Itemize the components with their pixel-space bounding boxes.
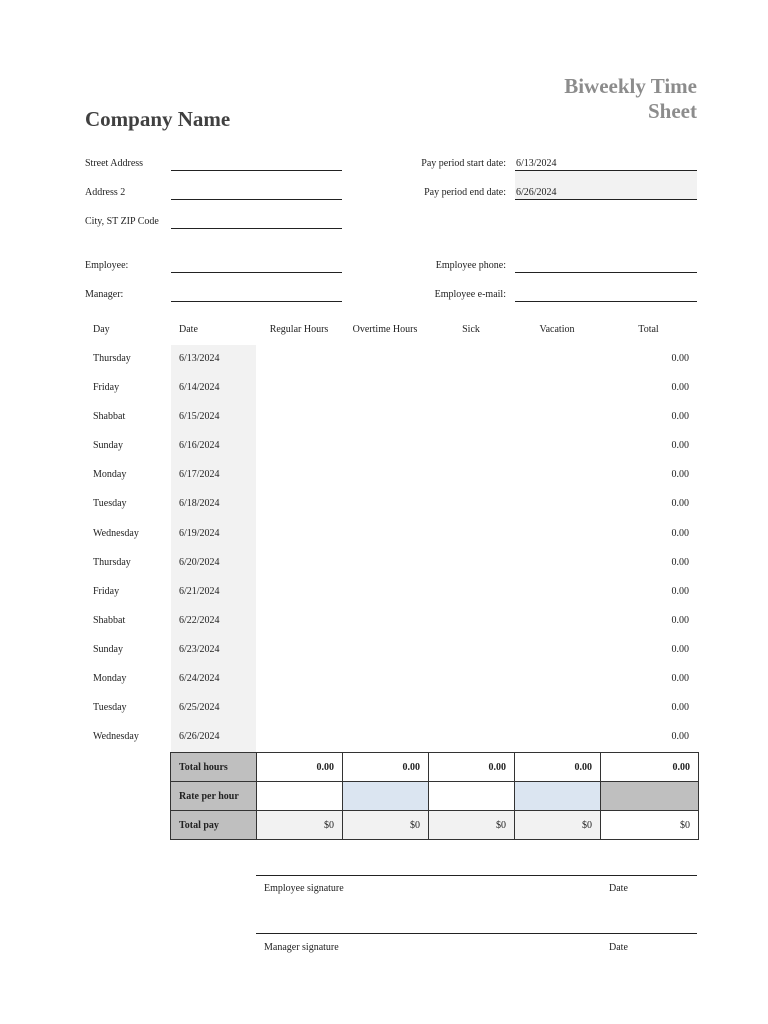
row-date: 6/17/2024 xyxy=(179,469,220,480)
row-date: 6/21/2024 xyxy=(179,586,220,597)
row-total: 0.00 xyxy=(671,673,689,684)
total-sick-hours: 0.00 xyxy=(429,753,515,782)
vacation-rate-input[interactable] xyxy=(515,782,601,811)
summary-table xyxy=(170,752,699,840)
row-total: 0.00 xyxy=(671,615,689,626)
col-header-date: Date xyxy=(179,324,198,335)
row-day: Shabbat xyxy=(93,615,126,626)
row-date: 6/25/2024 xyxy=(179,702,220,713)
row-total: 0.00 xyxy=(671,528,689,539)
row-date: 6/16/2024 xyxy=(179,440,220,451)
table-row[interactable] xyxy=(85,374,697,403)
row-date: 6/18/2024 xyxy=(179,498,220,509)
row-total: 0.00 xyxy=(671,557,689,568)
employee-field[interactable] xyxy=(171,272,342,273)
table-row[interactable] xyxy=(85,345,697,374)
row-total: 0.00 xyxy=(671,644,689,655)
row-total: 0.00 xyxy=(671,382,689,393)
row-date: 6/24/2024 xyxy=(179,673,220,684)
table-row[interactable] xyxy=(85,520,697,549)
row-date: 6/23/2024 xyxy=(179,644,220,655)
manager-signature-label: Manager signature xyxy=(264,942,339,953)
table-row[interactable] xyxy=(85,723,697,752)
table-row[interactable] xyxy=(85,636,697,665)
city-field[interactable] xyxy=(171,228,342,229)
row-total: 0.00 xyxy=(671,731,689,742)
row-date: 6/20/2024 xyxy=(179,557,220,568)
table-row[interactable] xyxy=(85,461,697,490)
table-row[interactable] xyxy=(85,490,697,519)
employee-signature-date-label: Date xyxy=(609,883,628,894)
street-address-field[interactable] xyxy=(171,170,342,171)
row-total: 0.00 xyxy=(671,702,689,713)
employee-email-field[interactable] xyxy=(515,301,697,302)
row-date: 6/14/2024 xyxy=(179,382,220,393)
period-end-field[interactable]: 6/26/2024 xyxy=(516,187,557,198)
row-day: Thursday xyxy=(93,353,131,364)
row-day: Sunday xyxy=(93,644,123,655)
total-all-hours: 0.00 xyxy=(601,753,699,782)
employee-signature-label: Employee signature xyxy=(264,883,344,894)
col-header-day: Day xyxy=(93,324,110,335)
manager-label: Manager: xyxy=(85,289,124,300)
document-title: Biweekly Time Sheet xyxy=(564,74,697,123)
period-end-label: Pay period end date: xyxy=(424,187,506,198)
employee-signature-line[interactable] xyxy=(256,875,697,876)
sick-rate-input[interactable] xyxy=(429,782,515,811)
table-row[interactable] xyxy=(85,549,697,578)
row-day: Tuesday xyxy=(93,702,127,713)
total-vacation-hours: 0.00 xyxy=(515,753,601,782)
row-total: 0.00 xyxy=(671,353,689,364)
row-total: 0.00 xyxy=(671,586,689,597)
row-day: Friday xyxy=(93,382,120,393)
row-date: 6/26/2024 xyxy=(179,731,220,742)
table-row[interactable] xyxy=(85,694,697,723)
rate-row xyxy=(171,782,699,811)
row-day: Wednesday xyxy=(93,731,139,742)
table-row[interactable] xyxy=(85,403,697,432)
row-date: 6/22/2024 xyxy=(179,615,220,626)
employee-label: Employee: xyxy=(85,260,129,271)
vacation-pay: $0 xyxy=(515,811,601,840)
row-date: 6/13/2024 xyxy=(179,353,220,364)
col-header-sick: Sick xyxy=(462,324,480,335)
period-end-line xyxy=(515,199,697,200)
row-total: 0.00 xyxy=(671,469,689,480)
row-day: Thursday xyxy=(93,557,131,568)
row-total: 0.00 xyxy=(671,498,689,509)
row-total: 0.00 xyxy=(671,440,689,451)
row-date: 6/15/2024 xyxy=(179,411,220,422)
overtime-pay: $0 xyxy=(343,811,429,840)
total-pay: $0 xyxy=(601,811,699,840)
row-day: Wednesday xyxy=(93,528,139,539)
total-overtime-hours: 0.00 xyxy=(343,753,429,782)
regular-rate-input[interactable] xyxy=(257,782,343,811)
col-header-vacation: Vacation xyxy=(539,324,575,335)
col-header-overtime: Overtime Hours xyxy=(352,324,418,335)
total-hours-label: Total hours xyxy=(171,753,257,782)
address2-label: Address 2 xyxy=(85,187,126,198)
total-hours-row xyxy=(171,753,699,782)
row-day: Monday xyxy=(93,469,127,480)
employee-phone-label: Employee phone: xyxy=(435,260,506,271)
rate-label: Rate per hour xyxy=(171,782,257,811)
manager-signature-line[interactable] xyxy=(256,933,697,934)
total-pay-row xyxy=(171,811,699,840)
col-header-total: Total xyxy=(638,324,659,335)
regular-pay: $0 xyxy=(257,811,343,840)
employee-phone-field[interactable] xyxy=(515,272,697,273)
total-regular-hours: 0.00 xyxy=(257,753,343,782)
row-day: Tuesday xyxy=(93,498,127,509)
overtime-rate-input[interactable] xyxy=(343,782,429,811)
city-label: City, ST ZIP Code xyxy=(85,216,159,227)
rate-total-cell xyxy=(601,782,699,811)
row-day: Monday xyxy=(93,673,127,684)
period-start-label: Pay period start date: xyxy=(421,158,506,169)
table-row[interactable] xyxy=(85,665,697,694)
table-row[interactable] xyxy=(85,578,697,607)
table-row[interactable] xyxy=(85,432,697,461)
table-row[interactable] xyxy=(85,607,697,636)
employee-email-label: Employee e-mail: xyxy=(434,289,506,300)
manager-field[interactable] xyxy=(171,301,342,302)
row-day: Friday xyxy=(93,586,120,597)
street-address-label: Street Address xyxy=(85,158,144,169)
row-date: 6/19/2024 xyxy=(179,528,220,539)
row-day: Sunday xyxy=(93,440,123,451)
total-pay-label: Total pay xyxy=(171,811,257,840)
address2-field[interactable] xyxy=(171,199,342,200)
col-header-regular: Regular Hours xyxy=(269,324,329,335)
company-name[interactable]: Company Name xyxy=(85,107,231,131)
row-day: Shabbat xyxy=(93,411,126,422)
row-total: 0.00 xyxy=(671,411,689,422)
period-start-field[interactable]: 6/13/2024 xyxy=(516,158,557,169)
sick-pay: $0 xyxy=(429,811,515,840)
manager-signature-date-label: Date xyxy=(609,942,628,953)
